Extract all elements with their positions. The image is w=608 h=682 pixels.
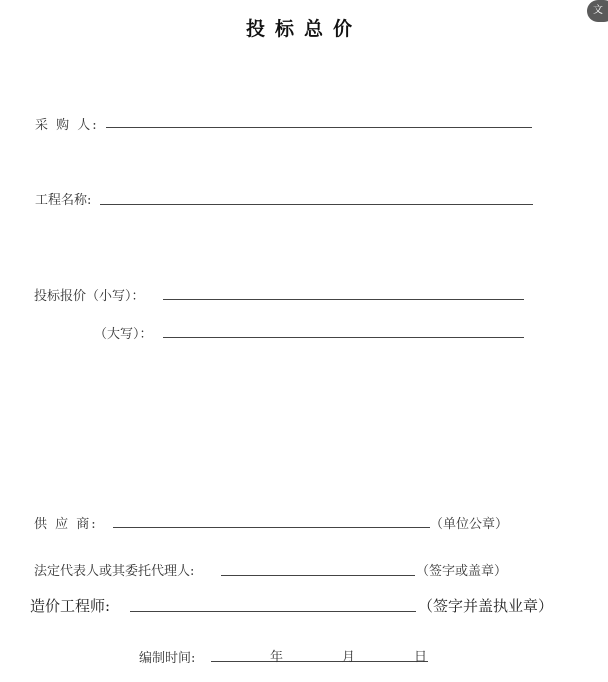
bid-price-lower-field[interactable] [163,299,524,300]
date-month: 月 [342,650,356,665]
date-year: 年 [270,650,284,665]
bid-price-upper-field[interactable] [163,337,524,338]
date-field[interactable] [211,661,428,662]
legal-rep-note: （签字或盖章） [416,564,508,579]
bid-price-lower-label: 投标报价（小写）： [34,289,145,304]
cost-engineer-note: （签字并盖执业章） [418,597,554,615]
supplier-field[interactable] [113,527,430,528]
purchaser-label: 采 购 人: [35,118,99,133]
translate-icon[interactable]: 文 [587,0,608,22]
purchaser-field[interactable] [106,127,532,128]
cost-engineer-label: 造价工程师: [30,597,111,615]
date-label: 编制时间: [139,651,196,666]
project-name-field[interactable] [100,204,533,205]
document-title: 投标总价 [245,18,362,40]
project-name-label: 工程名称: [35,193,92,208]
legal-rep-field[interactable] [221,575,415,576]
supplier-note: （单位公章） [430,517,509,532]
supplier-label: 供 应 商: [34,517,98,532]
cost-engineer-field[interactable] [130,611,416,612]
bid-price-upper-label: （大写）： [94,327,153,342]
legal-rep-label: 法定代表人或其委托代理人: [34,564,195,579]
date-day: 日 [414,650,428,665]
